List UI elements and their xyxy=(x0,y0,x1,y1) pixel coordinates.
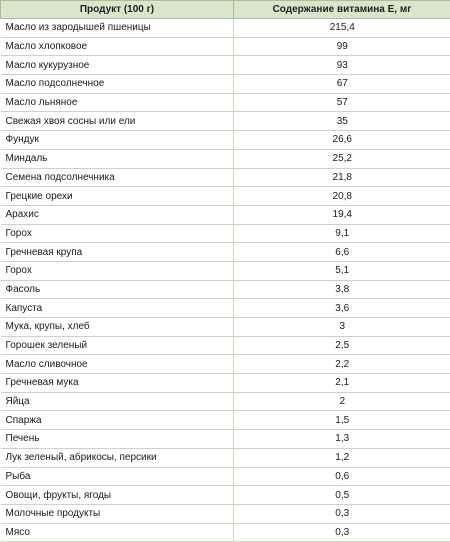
vitamin-value-cell: 0,5 xyxy=(234,486,450,505)
product-cell: Лук зеленый, абрикосы, персики xyxy=(1,448,234,467)
table-row xyxy=(1,112,450,131)
vitamin-value-cell: 26,6 xyxy=(234,131,450,150)
table-row xyxy=(1,37,450,56)
vitamin-value-cell: 35 xyxy=(234,112,450,131)
vitamin-value-cell: 19,4 xyxy=(234,205,450,224)
product-cell: Спаржа xyxy=(1,411,234,430)
vitamin-value-cell: 1,5 xyxy=(234,411,450,430)
product-cell: Овощи, фрукты, ягоды xyxy=(1,486,234,505)
table-row xyxy=(1,374,450,393)
table-row xyxy=(1,243,450,262)
product-cell: Горох xyxy=(1,261,234,280)
table-row xyxy=(1,355,450,374)
product-cell: Семена подсолнечника xyxy=(1,168,234,187)
table-row xyxy=(1,19,450,38)
product-cell: Масло кукурузное xyxy=(1,56,234,75)
product-cell: Печень xyxy=(1,430,234,449)
table-row xyxy=(1,467,450,486)
product-cell: Капуста xyxy=(1,299,234,318)
vitamin-value-cell: 99 xyxy=(234,37,450,56)
product-cell: Масло из зародышей пшеницы xyxy=(1,19,234,38)
vitamin-value-cell: 2,2 xyxy=(234,355,450,374)
table-row xyxy=(1,430,450,449)
table-header-row xyxy=(1,1,450,19)
vitamin-value-cell: 3,6 xyxy=(234,299,450,318)
table-row xyxy=(1,411,450,430)
table-body xyxy=(1,19,450,542)
product-cell: Миндаль xyxy=(1,149,234,168)
vitamin-value-cell: 215,4 xyxy=(234,19,450,38)
vitamin-value-cell: 93 xyxy=(234,56,450,75)
table-row xyxy=(1,75,450,94)
header-product: Продукт (100 г) xyxy=(1,1,234,19)
table-row xyxy=(1,168,450,187)
table-row xyxy=(1,280,450,299)
product-cell: Мясо xyxy=(1,523,234,542)
table-row xyxy=(1,93,450,112)
table-row xyxy=(1,299,450,318)
product-cell: Мука, крупы, хлеб xyxy=(1,318,234,337)
vitamin-value-cell: 9,1 xyxy=(234,224,450,243)
vitamin-value-cell: 3,8 xyxy=(234,280,450,299)
product-cell: Горошек зеленый xyxy=(1,336,234,355)
table-row xyxy=(1,318,450,337)
product-cell: Грецкие орехи xyxy=(1,187,234,206)
product-cell: Свежая хвоя сосны или ели xyxy=(1,112,234,131)
product-cell: Фундук xyxy=(1,131,234,150)
table-row xyxy=(1,205,450,224)
vitamin-value-cell: 1,3 xyxy=(234,430,450,449)
product-cell: Масло подсолнечное xyxy=(1,75,234,94)
vitamin-value-cell: 2 xyxy=(234,392,450,411)
product-cell: Молочные продукты xyxy=(1,504,234,523)
table-row xyxy=(1,523,450,542)
product-cell: Горох xyxy=(1,224,234,243)
table-row xyxy=(1,392,450,411)
product-cell: Масло льняное xyxy=(1,93,234,112)
vitamin-value-cell: 2,5 xyxy=(234,336,450,355)
vitamin-value-cell: 3 xyxy=(234,318,450,337)
table-row xyxy=(1,56,450,75)
header-vitamin: Содержание витамина Е, мг xyxy=(234,1,450,19)
table-row xyxy=(1,261,450,280)
table-row xyxy=(1,504,450,523)
vitamin-value-cell: 25,2 xyxy=(234,149,450,168)
vitamin-value-cell: 0,3 xyxy=(234,523,450,542)
product-cell: Арахис xyxy=(1,205,234,224)
vitamin-value-cell: 0,6 xyxy=(234,467,450,486)
product-cell: Фасоль xyxy=(1,280,234,299)
table-row xyxy=(1,224,450,243)
product-cell: Гречневая мука xyxy=(1,374,234,393)
vitamin-value-cell: 6,6 xyxy=(234,243,450,262)
product-cell: Гречневая крупа xyxy=(1,243,234,262)
vitamin-value-cell: 21,8 xyxy=(234,168,450,187)
product-cell: Масло сливочное xyxy=(1,355,234,374)
table-row xyxy=(1,336,450,355)
vitamin-value-cell: 20,8 xyxy=(234,187,450,206)
table-row xyxy=(1,187,450,206)
table-row xyxy=(1,448,450,467)
table-row xyxy=(1,486,450,505)
vitamin-value-cell: 2,1 xyxy=(234,374,450,393)
product-cell: Масло хлопковое xyxy=(1,37,234,56)
table-row xyxy=(1,131,450,150)
table-row xyxy=(1,149,450,168)
vitamin-value-cell: 67 xyxy=(234,75,450,94)
vitamin-value-cell: 57 xyxy=(234,93,450,112)
vitamin-value-cell: 1,2 xyxy=(234,448,450,467)
vitamin-value-cell: 0,3 xyxy=(234,504,450,523)
vitamin-value-cell: 5,1 xyxy=(234,261,450,280)
product-cell: Яйца xyxy=(1,392,234,411)
product-cell: Рыба xyxy=(1,467,234,486)
